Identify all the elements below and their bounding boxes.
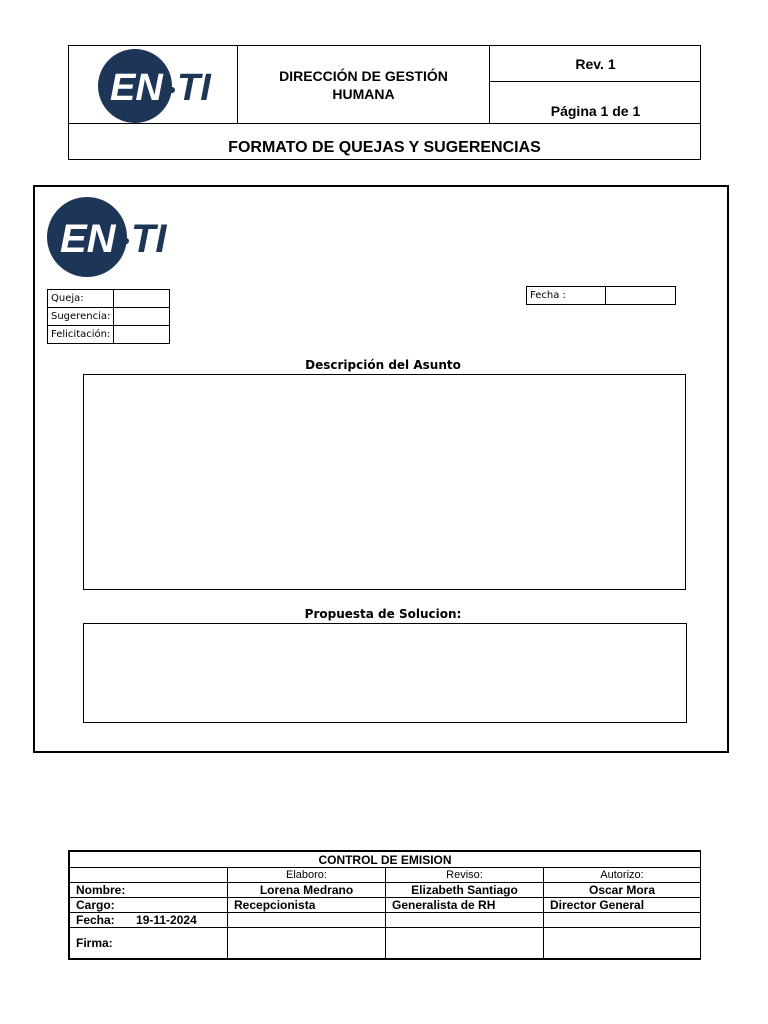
nombre-autorizo: Oscar Mora [544, 883, 701, 898]
form-logo-text-ti: TI [131, 217, 167, 261]
column-autorizo: Autorizo: [544, 868, 701, 883]
page-number: Página 1 de 1 [550, 103, 641, 119]
cargo-autorizo: Director General [544, 898, 701, 913]
cargo-row [70, 898, 701, 913]
department-line-2: HUMANA [332, 85, 395, 102]
description-textarea[interactable] [83, 374, 686, 590]
control-emision-table [68, 850, 701, 960]
type-row-felicitacion [48, 326, 169, 343]
cargo-reviso: Generalista de RH [386, 898, 544, 913]
firma-reviso[interactable] [386, 928, 544, 959]
control-fecha-label: Fecha: [76, 913, 115, 927]
fecha-field [526, 286, 676, 305]
control-title-row [70, 852, 701, 868]
column-reviso: Reviso: [386, 868, 544, 883]
felicitacion-checkbox[interactable] [114, 326, 169, 343]
firma-label: Firma: [70, 928, 228, 959]
column-elaboro: Elaboro: [228, 868, 386, 883]
complaint-form [33, 185, 729, 753]
document-title: FORMATO DE QUEJAS Y SUGERENCIAS [69, 123, 700, 159]
empty-cell [70, 868, 228, 883]
fecha-reviso [386, 913, 544, 928]
revision-label: Rev. 1 [490, 46, 701, 82]
nombre-elaboro: Lorena Medrano [228, 883, 386, 898]
form-logo-text-en: EN [60, 217, 116, 261]
type-label: Felicitación: [48, 326, 114, 343]
type-label: Queja: [48, 290, 114, 307]
request-type-table [47, 289, 170, 344]
cargo-elaboro: Recepcionista [228, 898, 386, 913]
department-name [238, 46, 490, 123]
company-logo [69, 46, 238, 123]
logo-text-en: EN [110, 67, 163, 109]
type-row-sugerencia [48, 308, 169, 326]
nombre-label: Nombre: [70, 883, 228, 898]
description-title: Descripción del Asunto [305, 358, 461, 372]
fecha-elaboro [228, 913, 386, 928]
cargo-label: Cargo: [70, 898, 228, 913]
firma-elaboro[interactable] [228, 928, 386, 959]
department-line-1: DIRECCIÓN DE GESTIÓN [279, 67, 448, 84]
fecha-cell [70, 913, 228, 928]
control-title: CONTROL DE EMISION [70, 852, 701, 868]
control-columns-row [70, 868, 701, 883]
proposal-title: Propuesta de Solucion: [304, 607, 462, 621]
form-logo [43, 195, 203, 279]
header-logo-cell [69, 46, 238, 123]
firma-autorizo[interactable] [544, 928, 701, 959]
nombre-row [70, 883, 701, 898]
control-fecha-value: 19-11-2024 [136, 913, 197, 927]
firma-row [70, 928, 701, 959]
type-label: Sugerencia: [48, 308, 114, 325]
logo-text-ti: TI [177, 67, 211, 109]
fecha-input[interactable] [606, 287, 675, 304]
type-row-queja [48, 290, 169, 308]
sugerencia-checkbox[interactable] [114, 308, 169, 325]
fecha-autorizo [544, 913, 701, 928]
proposal-textarea[interactable] [83, 623, 687, 723]
fecha-row [70, 913, 701, 928]
document-header [68, 45, 701, 160]
queja-checkbox[interactable] [114, 290, 169, 307]
fecha-label: Fecha : [527, 287, 606, 304]
nombre-reviso: Elizabeth Santiago [386, 883, 544, 898]
